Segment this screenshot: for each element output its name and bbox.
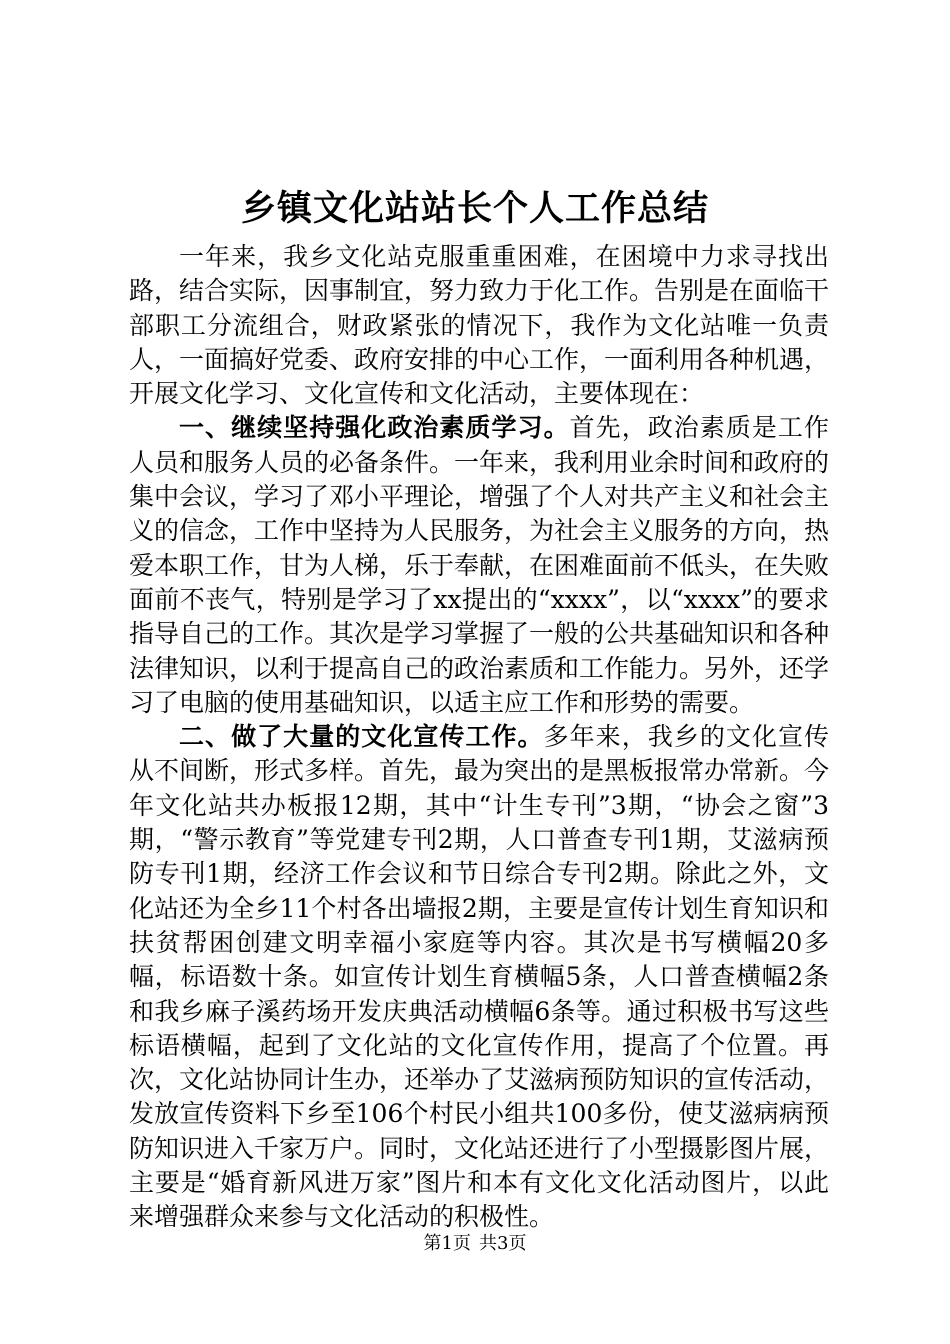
document-title: 乡镇文化站站长个人工作总结 xyxy=(240,188,709,229)
paragraph-text: 一年来，我乡文化站克服重重困难，在困境中力求寻找出路，结合实际，因事制宜，努力致力于化工作。告别是在面临干部职工分流组合，财政紧张的情况下，我作为文化站唯一负责人，一面搞好党委、政府安排的中心工作，一面利用各种机遇，开展文化学习、文化宣传和文化活动，主要体现在： xyxy=(129,242,830,409)
paragraph-text: 多年来，我乡的文化宣传从不间断，形式多样。首先，最为突出的是黑板报常办常新。今年文化站共办板报12期，其中“计生专刊”3期，“协会之窗”3期，“警示教育”等党建专刊2期，人口普查专刊1期，艾滋病预防专刊1期，经济工作会议和节日综合专刊2期。除此之外，文化站还为全乡11个村各出墙报2期，主要是宣传计划生育知识和扶贫帮困创建文明幸福小家庭等内容。其次是书写横幅20多幅，标语数十条。如宣传计划生育横幅5条，人口普查横幅2条和我乡麻子溪药场开发庆典活动横幅6条等。通过积极书写这些标语横幅，起到了文化站的文化宣传作用，提高了个位置。再次，文化站协同计生办，还举办了艾滋病预防知识的宣传活动，发放宣传资料下乡至106个村民小组共100多份，使艾滋病病预防知识进入千家万户。同时，文化站还进行了小型摄影图片展，主要是“婚育新风进万家”图片和本有文化文化活动图片，以此来增强群众来参与文化活动的积极性。 xyxy=(129,722,830,1232)
paragraph-cultural-publicity xyxy=(129,720,829,1234)
page-footer xyxy=(0,1232,950,1256)
document-body xyxy=(129,240,829,1235)
page-number: 第1页 xyxy=(423,1233,471,1254)
paragraph-intro xyxy=(129,240,829,411)
section-heading: 二、做了大量的文化宣传工作。 xyxy=(179,722,544,752)
paragraph-text: 首先，政治素质是工作人员和服务人员的必备条件。一年来，我利用业余时间和政府的集中会议，学习了邓小平理论，增强了个人对共产主义和社会主义的信念，工作中坚持为人民服务，为社会主义服务的方向，热爱本职工作，甘为人梯，乐于奉献，在困难面前不低头，在失败面前不丧气，特别是学习了xx提出的“xxxx”，以“xxxx”的要求指导自己的工作。其次是学习掌握了一般的公共基础知识和各种法律知识，以利于提高自己的政治素质和工作能力。另外，还学习了电脑的使用基础知识，以适主应工作和形势的需要。 xyxy=(129,413,830,717)
section-heading: 一、继续坚持强化政治素质学习。 xyxy=(179,413,570,443)
paragraph-political-study xyxy=(129,411,829,720)
page-total: 共3页 xyxy=(479,1233,527,1254)
